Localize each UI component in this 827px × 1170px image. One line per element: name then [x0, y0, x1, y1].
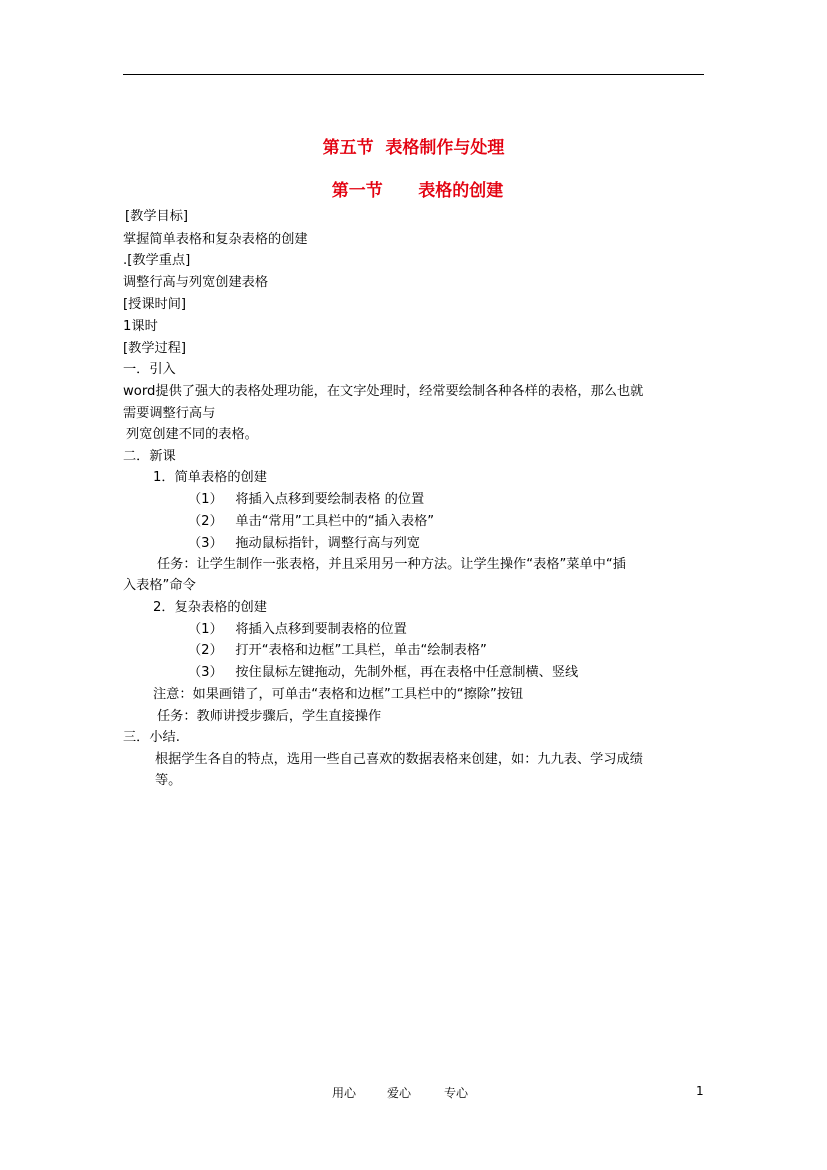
text-intro-2: 需要调整行高与 [123, 406, 216, 421]
heading-complex-table: 2．复杂表格的创建 [153, 600, 267, 615]
step-simple-3: （3） 拖动鼠标指针，调整行高与列宽 [188, 536, 420, 551]
step-complex-3: （3） 按住鼠标左键拖动，先制外框，再在表格中任意制横、竖线 [188, 665, 579, 680]
page-number: 1 [696, 1084, 704, 1098]
text-summary-2: 等。 [155, 773, 182, 788]
step-complex-2: （2） 打开“表格和边框”工具栏，单击“绘制表格” [188, 643, 487, 658]
text-summary-1: 根据学生各自的特点，选用一些自己喜欢的数据表格来创建，如：九九表、学习成绩 [155, 752, 643, 767]
footer-motto-2: 爱心 [387, 1086, 412, 1100]
heading-teaching-goal: [教学目标] [125, 209, 189, 224]
heading-new-lesson: 二．新课 [123, 449, 176, 464]
heading-teaching-process: [教学过程] [123, 341, 187, 356]
heading-key-point: .[教学重点] [123, 253, 191, 268]
text-key-point: 调整行高与列宽创建表格 [123, 275, 269, 290]
footer-motto-1: 用心 [332, 1086, 357, 1100]
section-title: 第一节 表格的创建 [331, 181, 504, 201]
text-intro-1: word提供了强大的表格处理功能，在文字处理时，经常要绘制各种各样的表格，那么也就 [123, 384, 644, 399]
task-simple-2: 入表格”命令 [123, 578, 196, 593]
task-simple-1: 任务：让学生制作一张表格，并且采用另一种方法。让学生操作“表格”菜单中“插 [157, 557, 626, 572]
text-intro-3: 列宽创建不同的表格。 [126, 427, 258, 442]
task-complex: 任务：教师讲授步骤后，学生直接操作 [157, 709, 382, 724]
heading-summary: 三．小结. [123, 730, 180, 745]
heading-class-time: [授课时间] [123, 297, 187, 312]
page-title: 第五节 表格制作与处理 [322, 138, 505, 158]
text-class-time: 1课时 [123, 319, 158, 334]
header-rule [123, 74, 704, 75]
heading-simple-table: 1．简单表格的创建 [153, 470, 267, 485]
text-goal: 掌握简单表格和复杂表格的创建 [123, 232, 308, 247]
note-erase: 注意：如果画错了，可单击“表格和边框”工具栏中的“擦除”按钮 [153, 687, 524, 702]
step-simple-2: （2） 单击“常用”工具栏中的“插入表格” [188, 514, 435, 529]
heading-intro: 一．引入 [123, 362, 176, 377]
step-complex-1: （1） 将插入点移到要制表格的位置 [188, 622, 407, 637]
step-simple-1: （1） 将插入点移到要绘制表格 的位置 [188, 492, 425, 507]
footer-motto-3: 专心 [444, 1086, 469, 1100]
